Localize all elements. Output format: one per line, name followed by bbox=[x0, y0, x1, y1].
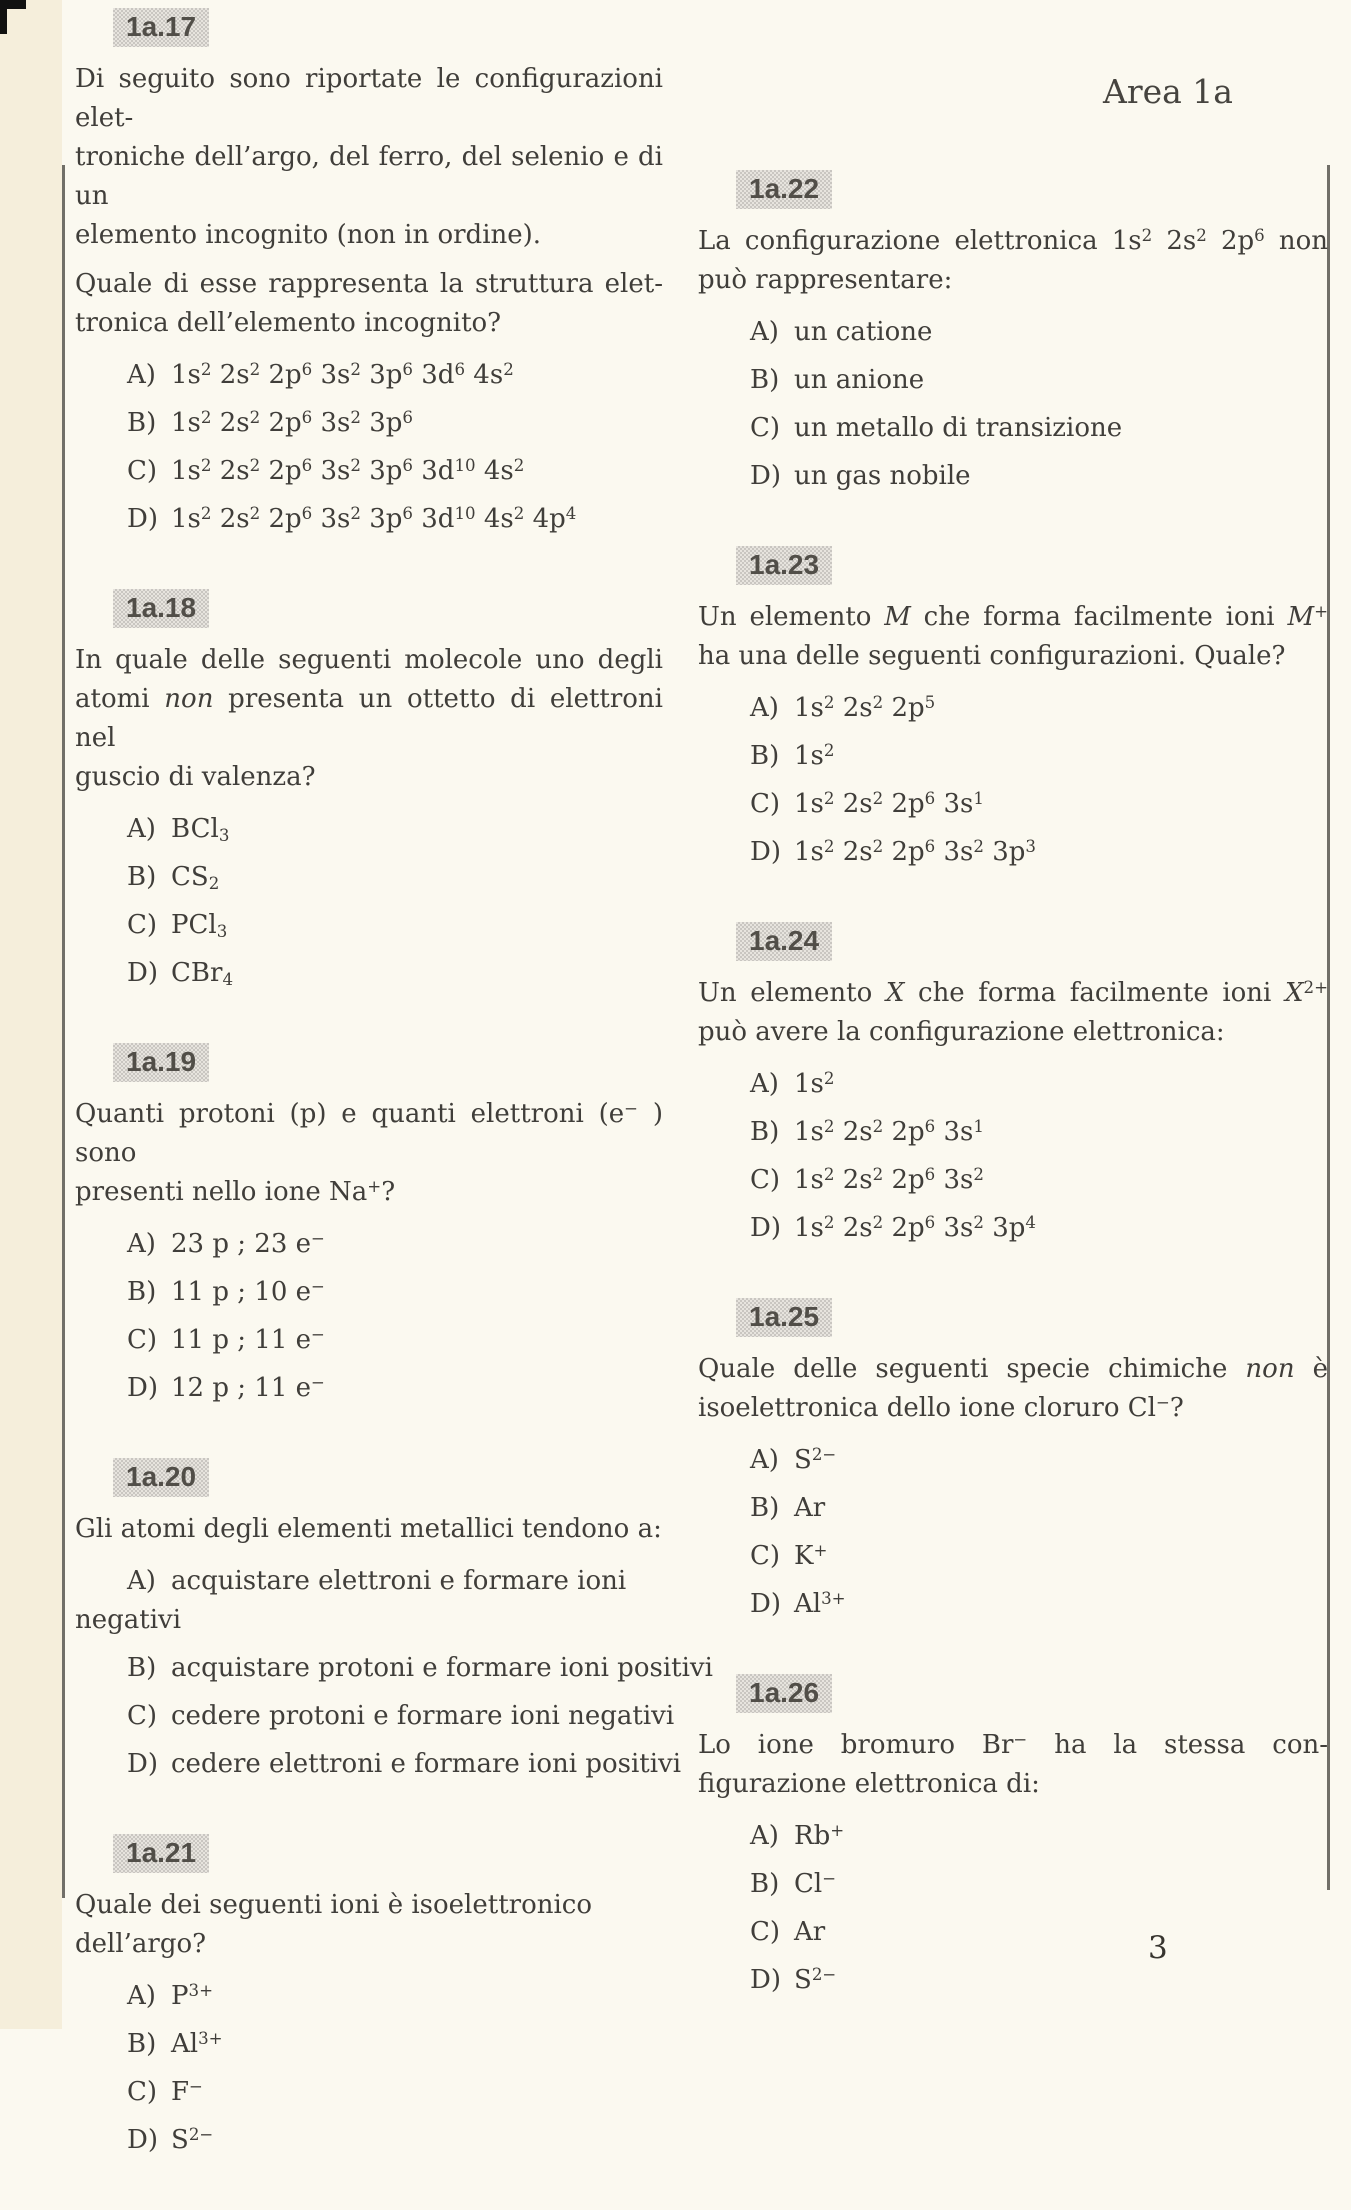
option-list bbox=[698, 1814, 1328, 2000]
option-text: 11 p ; 10 e− bbox=[171, 1277, 325, 1307]
question-text bbox=[75, 1095, 663, 1212]
option-letter: A) bbox=[127, 360, 156, 390]
question-text-line: presenti nello ione Na+? bbox=[75, 1177, 396, 1207]
option-row bbox=[75, 356, 663, 395]
option-text: Cl− bbox=[794, 1869, 837, 1899]
option-text: un metallo di transizione bbox=[794, 413, 1123, 443]
question-text bbox=[75, 60, 663, 343]
option-row bbox=[698, 1489, 1328, 1528]
question bbox=[698, 1674, 1328, 2000]
question bbox=[698, 1298, 1328, 1624]
question bbox=[75, 8, 663, 539]
option-row bbox=[75, 404, 663, 443]
option-letter: B) bbox=[127, 862, 157, 892]
option-letter: B) bbox=[750, 365, 780, 395]
option-row bbox=[75, 2025, 663, 2064]
question-paragraph bbox=[698, 1350, 1328, 1428]
option-text: un anione bbox=[794, 365, 925, 395]
option-row bbox=[698, 737, 1328, 776]
option-list bbox=[75, 1222, 663, 1408]
option-list bbox=[698, 1438, 1328, 1624]
question-number-badge: 1a.24 bbox=[736, 922, 832, 961]
question-paragraph bbox=[75, 1095, 663, 1212]
option-text: F− bbox=[171, 2077, 203, 2107]
question-text-line: Lo ione bromuro Br− ha la stessa con- bbox=[698, 1730, 1328, 1760]
option-letter: B) bbox=[750, 1869, 780, 1899]
question-text bbox=[698, 1350, 1328, 1428]
option-letter: A) bbox=[127, 1981, 156, 2011]
option-text: Rb+ bbox=[794, 1821, 845, 1851]
question bbox=[698, 922, 1328, 1248]
option-row bbox=[698, 1865, 1328, 1904]
option-row bbox=[75, 858, 663, 897]
option-text: PCl$_3$ bbox=[171, 910, 228, 941]
option-row bbox=[75, 1225, 663, 1264]
option-row bbox=[698, 1913, 1328, 1952]
right-column bbox=[698, 170, 1328, 2050]
option-text: 12 p ; 11 e− bbox=[171, 1373, 325, 1403]
question-number-badge: 1a.19 bbox=[113, 1043, 209, 1082]
option-text: $P^{3+}$ bbox=[171, 1981, 214, 2011]
option-row bbox=[75, 1977, 663, 2016]
option-letter: A) bbox=[750, 1821, 779, 1851]
question-text-line: può avere la configurazione elettronica: bbox=[698, 1017, 1225, 1047]
option-letter: C) bbox=[750, 1541, 781, 1571]
option-row bbox=[698, 361, 1328, 400]
option-row bbox=[75, 954, 663, 993]
scan-corner-mark bbox=[0, 0, 7, 34]
question-number-badge: 1a.21 bbox=[113, 1834, 209, 1873]
option-text: $S^{2-}$ bbox=[794, 1965, 837, 1995]
option-letter: A) bbox=[750, 693, 779, 723]
option-text: 11 p ; 11 e− bbox=[171, 1325, 325, 1355]
option-row bbox=[698, 1817, 1328, 1856]
option-row bbox=[75, 906, 663, 945]
question-number-badge: 1a.25 bbox=[736, 1298, 832, 1337]
option-row bbox=[698, 1585, 1328, 1624]
option-letter: D) bbox=[127, 2125, 158, 2155]
page-margin-strip bbox=[0, 0, 62, 2029]
option-row bbox=[698, 1961, 1328, 2000]
question-paragraph bbox=[75, 1510, 663, 1549]
option-row bbox=[698, 1537, 1328, 1576]
option-row bbox=[698, 833, 1328, 872]
option-row bbox=[75, 452, 663, 491]
option-letter: C) bbox=[127, 1325, 158, 1355]
question-paragraph bbox=[75, 265, 663, 343]
option-text: $1s^2$ $2s^2$ $2p^6$ $3s^2$ $3p^6$ $3d^{10}$ $4s^2$ $4p^4$ bbox=[171, 504, 577, 534]
question-text bbox=[75, 1886, 663, 1964]
question-text-line: Di seguito sono riportate le configurazioni elet- bbox=[75, 64, 663, 133]
option-text: $S^{2-}$ bbox=[171, 2125, 214, 2155]
question-text-line: troniche dell’argo, del ferro, del selenio e di un bbox=[75, 142, 663, 211]
option-text: $1s^2$ $2s^2$ $2p^6$ $3s^2$ bbox=[794, 1165, 984, 1195]
question bbox=[75, 1458, 713, 1784]
option-list bbox=[75, 353, 663, 539]
question-text-line: Quale di esse rappresenta la struttura elet- bbox=[75, 269, 663, 299]
option-letter: B) bbox=[750, 1117, 780, 1147]
option-text: un catione bbox=[794, 317, 933, 347]
option-letter: A) bbox=[750, 1069, 779, 1099]
question-number-badge: 1a.22 bbox=[736, 170, 832, 209]
option-letter: C) bbox=[127, 1701, 158, 1731]
option-row bbox=[75, 810, 663, 849]
question-text-line: può rappresentare: bbox=[698, 265, 953, 295]
option-letter: D) bbox=[127, 504, 158, 534]
question bbox=[75, 589, 663, 993]
option-letter: C) bbox=[750, 413, 781, 443]
option-row bbox=[698, 1209, 1328, 1248]
option-row bbox=[75, 2073, 663, 2112]
question-paragraph bbox=[698, 974, 1328, 1052]
option-letter: D) bbox=[127, 1373, 158, 1403]
question-number-badge: 1a.23 bbox=[736, 546, 832, 585]
option-text: $1s^2$ $2s^2$ $2p^6$ $3s^2$ $3p^3$ bbox=[794, 837, 1036, 867]
option-letter: B) bbox=[127, 1653, 157, 1683]
option-text: $1s^2$ $2s^2$ $2p^6$ $3s^2$ $3p^6$ $3d^6$ $4s^2$ bbox=[171, 360, 514, 390]
option-text: cedere elettroni e formare ioni positivi bbox=[171, 1749, 682, 1779]
question-text-line: Quale dei seguenti ioni è isoelettronico dell’argo? bbox=[75, 1890, 593, 1959]
option-text: BCl$_3$ bbox=[171, 814, 230, 845]
option-row bbox=[75, 2121, 663, 2160]
question-text-line: Un elemento X che forma facilmente ioni $X^{2+}$ bbox=[698, 978, 1329, 1008]
option-text: $Al^{3+}$ bbox=[794, 1589, 846, 1619]
question-paragraph bbox=[698, 598, 1328, 676]
option-list bbox=[698, 310, 1328, 496]
question-text bbox=[698, 222, 1328, 300]
question-text-line: Quanti protoni (p) e quanti elettroni (e− ) sono bbox=[75, 1099, 663, 1168]
option-letter: B) bbox=[127, 2029, 157, 2059]
question-text-line: Quale delle seguenti specie chimiche non è bbox=[698, 1354, 1328, 1384]
question bbox=[75, 1043, 663, 1408]
option-letter: C) bbox=[127, 910, 158, 940]
question-text bbox=[75, 641, 663, 797]
option-text: acquistare protoni e formare ioni positivi bbox=[171, 1653, 713, 1683]
option-letter: D) bbox=[750, 1965, 781, 1995]
option-text: $1s^2$ $2s^2$ $2p^6$ $3s^1$ bbox=[794, 1117, 984, 1147]
option-list bbox=[75, 807, 663, 993]
question-text-line: In quale delle seguenti molecole uno degli bbox=[75, 645, 663, 675]
question-text-line: La configurazione elettronica $1s^2$ $2s^2$ $2p^6$ non bbox=[698, 226, 1328, 256]
question bbox=[75, 1834, 663, 2160]
option-text: $1s^2$ bbox=[794, 741, 835, 771]
option-letter: A) bbox=[750, 317, 779, 347]
page-number: 3 bbox=[1148, 1930, 1168, 1966]
question-text-line: atomi non presenta un ottetto di elettroni nel bbox=[75, 684, 663, 753]
question-paragraph bbox=[75, 60, 663, 255]
option-letter: A) bbox=[127, 1229, 156, 1259]
question bbox=[698, 546, 1328, 872]
option-letter: B) bbox=[127, 408, 157, 438]
question-text-line: Un elemento M che forma facilmente ioni M+ bbox=[698, 602, 1328, 632]
option-row bbox=[75, 1369, 663, 1408]
option-letter: C) bbox=[750, 1165, 781, 1195]
option-letter: D) bbox=[750, 1589, 781, 1619]
option-letter: B) bbox=[750, 1493, 780, 1523]
option-letter: D) bbox=[127, 958, 158, 988]
option-text: $CS_2$ bbox=[171, 862, 220, 893]
question-number-badge: 1a.17 bbox=[113, 8, 209, 47]
question-text bbox=[698, 598, 1328, 676]
option-text: $1s^2$ $2s^2$ $2p^5$ bbox=[794, 693, 936, 723]
left-column bbox=[75, 8, 713, 2210]
option-text: $1s^2$ $2s^2$ $2p^6$ $3s^2$ $3p^6$ $3d^{10}$ $4s^2$ bbox=[171, 456, 525, 486]
option-row bbox=[75, 1697, 675, 1736]
option-text: $1s^2$ bbox=[794, 1069, 835, 1099]
question-paragraph bbox=[698, 1726, 1328, 1804]
question-number-badge: 1a.20 bbox=[113, 1458, 209, 1497]
question-text bbox=[698, 974, 1328, 1052]
option-letter: B) bbox=[127, 1277, 157, 1307]
question-text-line: ha una delle seguenti configurazioni. Quale? bbox=[698, 641, 1286, 671]
option-row bbox=[75, 1321, 663, 1360]
question-text bbox=[75, 1510, 663, 1549]
question-number-badge: 1a.26 bbox=[736, 1674, 832, 1713]
question-text-line: Gli atomi degli elementi metallici tendono a: bbox=[75, 1514, 662, 1544]
option-letter: D) bbox=[127, 1749, 158, 1779]
option-letter: A) bbox=[750, 1445, 779, 1475]
option-text: K+ bbox=[794, 1541, 828, 1571]
option-text: Ar bbox=[794, 1493, 826, 1523]
left-column-rule bbox=[62, 165, 65, 1898]
option-text: $S^{2-}$ bbox=[794, 1445, 837, 1475]
option-row bbox=[75, 1745, 682, 1784]
option-list bbox=[75, 1974, 663, 2160]
question-text-line: isoelettronica dello ione cloruro Cl−? bbox=[698, 1393, 1184, 1423]
question-paragraph bbox=[75, 1886, 663, 1964]
question-text-line: figurazione elettronica di: bbox=[698, 1769, 1040, 1799]
option-row bbox=[75, 1562, 663, 1640]
option-letter: B) bbox=[750, 741, 780, 771]
question-text-line: elemento incognito (non in ordine). bbox=[75, 220, 542, 250]
option-row bbox=[75, 1273, 663, 1312]
option-row bbox=[75, 1649, 713, 1688]
question-number-badge: 1a.18 bbox=[113, 589, 209, 628]
option-list bbox=[698, 686, 1328, 872]
option-text: Ar bbox=[794, 1917, 826, 1947]
option-letter: A) bbox=[127, 814, 156, 844]
option-text: un gas nobile bbox=[794, 461, 971, 491]
option-list bbox=[698, 1062, 1328, 1248]
question-text bbox=[698, 1726, 1328, 1804]
option-row bbox=[698, 409, 1328, 448]
option-row bbox=[698, 689, 1328, 728]
option-text: $1s^2$ $2s^2$ $2p^6$ $3s^1$ bbox=[794, 789, 984, 819]
question-paragraph bbox=[75, 641, 663, 797]
option-row bbox=[698, 457, 1328, 496]
question bbox=[698, 170, 1328, 496]
option-row bbox=[698, 1065, 1328, 1104]
option-row bbox=[698, 1441, 1328, 1480]
option-row bbox=[698, 313, 1328, 352]
option-text: $1s^2$ $2s^2$ $2p^6$ $3s^2$ $3p^4$ bbox=[794, 1213, 1036, 1243]
question-text-line: tronica dell’elemento incognito? bbox=[75, 308, 502, 338]
option-letter: D) bbox=[750, 1213, 781, 1243]
option-row bbox=[698, 785, 1328, 824]
question-paragraph bbox=[698, 222, 1328, 300]
option-letter: C) bbox=[127, 2077, 158, 2107]
option-letter: C) bbox=[750, 1917, 781, 1947]
option-text: 23 p ; 23 e− bbox=[171, 1229, 325, 1259]
option-row bbox=[75, 500, 663, 539]
question-text-line: guscio di valenza? bbox=[75, 762, 316, 792]
area-label: Area 1a bbox=[1103, 72, 1233, 111]
option-letter: D) bbox=[750, 461, 781, 491]
option-letter: D) bbox=[750, 837, 781, 867]
option-list bbox=[75, 1559, 713, 1784]
option-text: $Al^{3+}$ bbox=[171, 2029, 223, 2059]
option-text: acquistare elettroni e formare ioni negativi bbox=[75, 1566, 627, 1635]
option-text: CBr$_4$ bbox=[171, 958, 234, 989]
option-row bbox=[698, 1161, 1328, 1200]
option-row bbox=[698, 1113, 1328, 1152]
option-text: cedere protoni e formare ioni negativi bbox=[171, 1701, 675, 1731]
option-letter: A) bbox=[127, 1566, 156, 1596]
option-letter: C) bbox=[127, 456, 158, 486]
option-letter: C) bbox=[750, 789, 781, 819]
option-text: $1s^2$ $2s^2$ $2p^6$ $3s^2$ $3p^6$ bbox=[171, 408, 413, 438]
